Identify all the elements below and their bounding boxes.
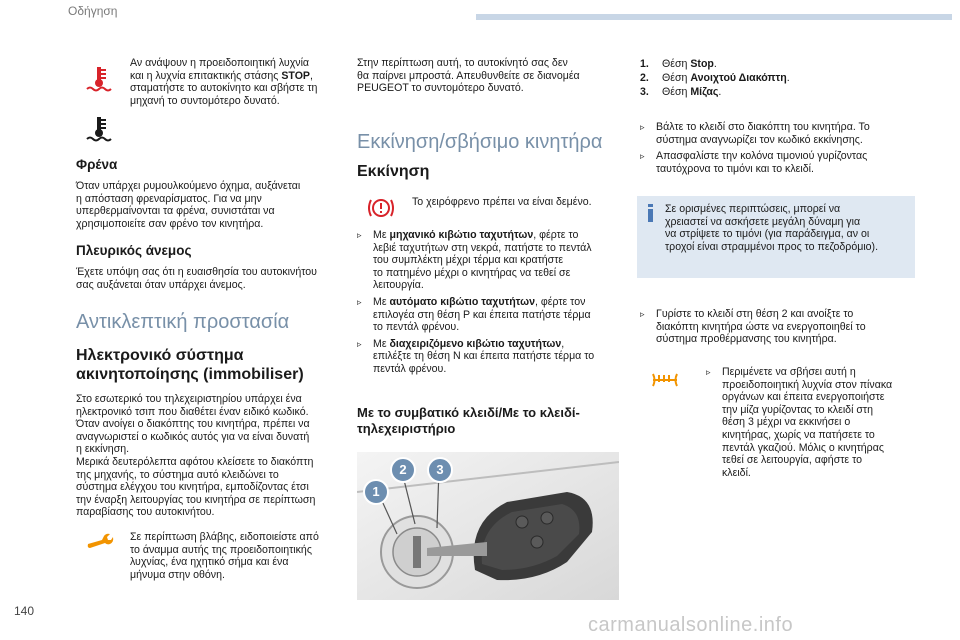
callout-2: 2: [390, 457, 416, 483]
key-steps-1: [640, 121, 922, 179]
list-item: ▹ Περιμένετε να σβήσει αυτή η προειδοποιητική λυχνία στον πίνακα οργάνων και έπειτα ενεργοποιήστε την μίζα γυρίζοντας το κλειδί στη θέση 3 μέχρι να εκκινήσει ο κινητήρας, χωρίς να πατήσετε το πεντάλ γκαζιού. Μόλις ο κινητήρας τεθεί σε λειτουργία, αφήστε το κλειδί.: [706, 366, 893, 479]
bullet-arrow-icon: ▹: [357, 338, 362, 349]
header-bar: [476, 14, 952, 20]
brakes-title: Φρένα: [76, 157, 118, 172]
handbrake-note: Το χειρόφρενο πρέπει να είναι δεμένο.: [412, 196, 592, 208]
key-title: Με το συμβατικό κλειδί/Με το κλειδί- τηλεχειριστήριο: [357, 405, 580, 436]
wind-title: Πλευρικός άνεμος: [76, 243, 192, 258]
list-item: ▹ Βάλτε το κλειδί στο διακόπτη του κινητήρα. Το σύστημα αναγνωρίζει τον κωδικό εκκίνησης.: [640, 121, 870, 146]
bullet-arrow-icon: ▹: [640, 309, 645, 319]
callout-3: 3: [427, 457, 453, 483]
bullet-arrow-icon: ▹: [357, 230, 362, 240]
immobiliser-text: Στο εσωτερικό του τηλεχειριστηρίου υπάρχει ένα ηλεκτρονικό τσιπ που διαθέτει έναν ειδικό κωδικό. Όταν ανοίγει ο διακόπτης του κινητήρα, πρέπει να αναγνωριστεί ο κωδικός αυτός για να είναι δυνατή η εκκίνηση. Μερικά δευτερόλεπτα αφότου κλείσετε το διακόπτη της μηχανής, το σύστημα αυτό κλειδώνει το σύστημα ελέγχου του κινητήρα, εμποδίζοντας έτσι την έναρξη λειτουργίας του κινητήρα σε περίπτωση παραβίασης του αυτοκινήτου.: [76, 393, 316, 519]
wind-text: Έχετε υπόψη σας ότι η ευαισθησία του αυτοκινήτου σας αυξάνεται όταν υπάρχει άνεμος.: [76, 266, 317, 291]
gearbox-bullets: [357, 229, 619, 380]
start-title: Εκκίνηση: [357, 163, 430, 180]
fault-text: Σε περίπτωση βλάβης, ειδοποιείστε από το άναμμα αυτής της προειδοποιητικής λυχνίας, ένα ηχητικό σήμα και ένα μήνυμα στην οθόνη.: [130, 531, 319, 581]
header-title: Οδήγηση: [68, 4, 118, 18]
glow-plug-text: [706, 366, 920, 483]
list-item: ▹ Με αυτόματο κιβώτιο ταχυτήτων, φέρτε τον επιλογέα στη θέση P και έπειτα πατήστε τέρμα το πεντάλ φρένου.: [357, 295, 591, 334]
list-item: 2. Θέση Ανοιχτού Διακόπτη.: [640, 72, 790, 84]
bullet-arrow-icon: ▹: [640, 151, 645, 162]
start-stop-title: Εκκίνηση/σβήσιμο κινητήρα: [357, 131, 603, 153]
immobiliser-title: Ηλεκτρονικό σύστημα ακινητοποίησης (immobiliser): [76, 347, 304, 383]
coolant-warning-text: Αν ανάψουν η προειδοποιητική λυχνία και η λυχνία επιτακτικής στάσης STOP, σταματήστε το αυτοκίνητο και σβήστε τη μηχανή το συντομότερο δυνατό.: [130, 57, 318, 107]
glow-plug-icon: [650, 372, 680, 388]
list-item: 1. Θέση Stop.: [640, 58, 717, 70]
list-item: ▹ Απασφαλίστε την κολόνα τιμονιού γυρίζοντας ταυτόχρονα το τιμόνι και το κλειδί.: [640, 150, 868, 175]
info-text: Σε ορισμένες περιπτώσεις, μπορεί να χρειαστεί να ασκήσετε μεγάλη δύναμη για να στρίψετε το τιμόνι (για παράδειγμα, αν οι τροχοί είναι στραμμένοι προς το πεζοδρόμιο).: [665, 203, 879, 253]
list-item: 3. Θέση Μίζας.: [640, 86, 722, 98]
antitheft-title: Αντικλεπτική προστασία: [76, 311, 290, 333]
dealer-text: Στην περίπτωση αυτή, το αυτοκίνητό σας δεν θα παίρνει μπροστά. Απευθυνθείτε σε διανομέα PEUGEOT το συντομότερο δυνατό.: [357, 57, 580, 95]
bullet-arrow-icon: ▹: [706, 367, 711, 377]
info-icon: [647, 204, 654, 222]
bullet-arrow-icon: ▹: [640, 122, 645, 132]
page-number: 140: [14, 604, 35, 618]
coolant-temp-icon: [84, 114, 114, 144]
footer-watermark: carmanualsonline.info: [588, 614, 794, 636]
coolant-temp-red-icon: [84, 64, 114, 94]
key-steps-2: [640, 308, 922, 350]
brake-warning-icon: [366, 196, 396, 220]
list-item: ▹ Με διαχειριζόμενο κιβώτιο ταχυτήτων, επιλέξτε τη θέση N και έπειτα πατήστε τέρμα το πεντάλ φρένου.: [357, 337, 595, 375]
callout-1: 1: [363, 479, 389, 505]
list-item: ▹ Με μηχανικό κιβώτιο ταχυτήτων, φέρτε το λεβιέ ταχυτήτων στη νεκρά, πατήστε το πεντάλ του συμπλέκτη μέχρι τέρμα και κρατήστε το πατημένο μέχρι ο κινητήρας να τεθεί σε λειτουργία.: [357, 229, 592, 292]
wrench-icon: [86, 532, 114, 550]
key-positions-list: [640, 57, 920, 99]
list-item: ▹ Γυρίστε το κλειδί στη θέση 2 και ανοίξτε το διακόπτη κινητήρα ώστε να ενεργοποιηθεί το σύστημα προθέρμανσης του κινητήρα.: [640, 308, 866, 346]
brakes-text: Όταν υπάρχει ρυμουλκούμενο όχημα, αυξάνεται η απόσταση φρεναρίσματος. Για να μην υπερθερμαίνονται τα φρένα, συνιστάται να χρησιμοποιείτε σαν φρένο τον κινητήρα.: [76, 180, 301, 230]
bullet-arrow-icon: ▹: [357, 296, 362, 307]
